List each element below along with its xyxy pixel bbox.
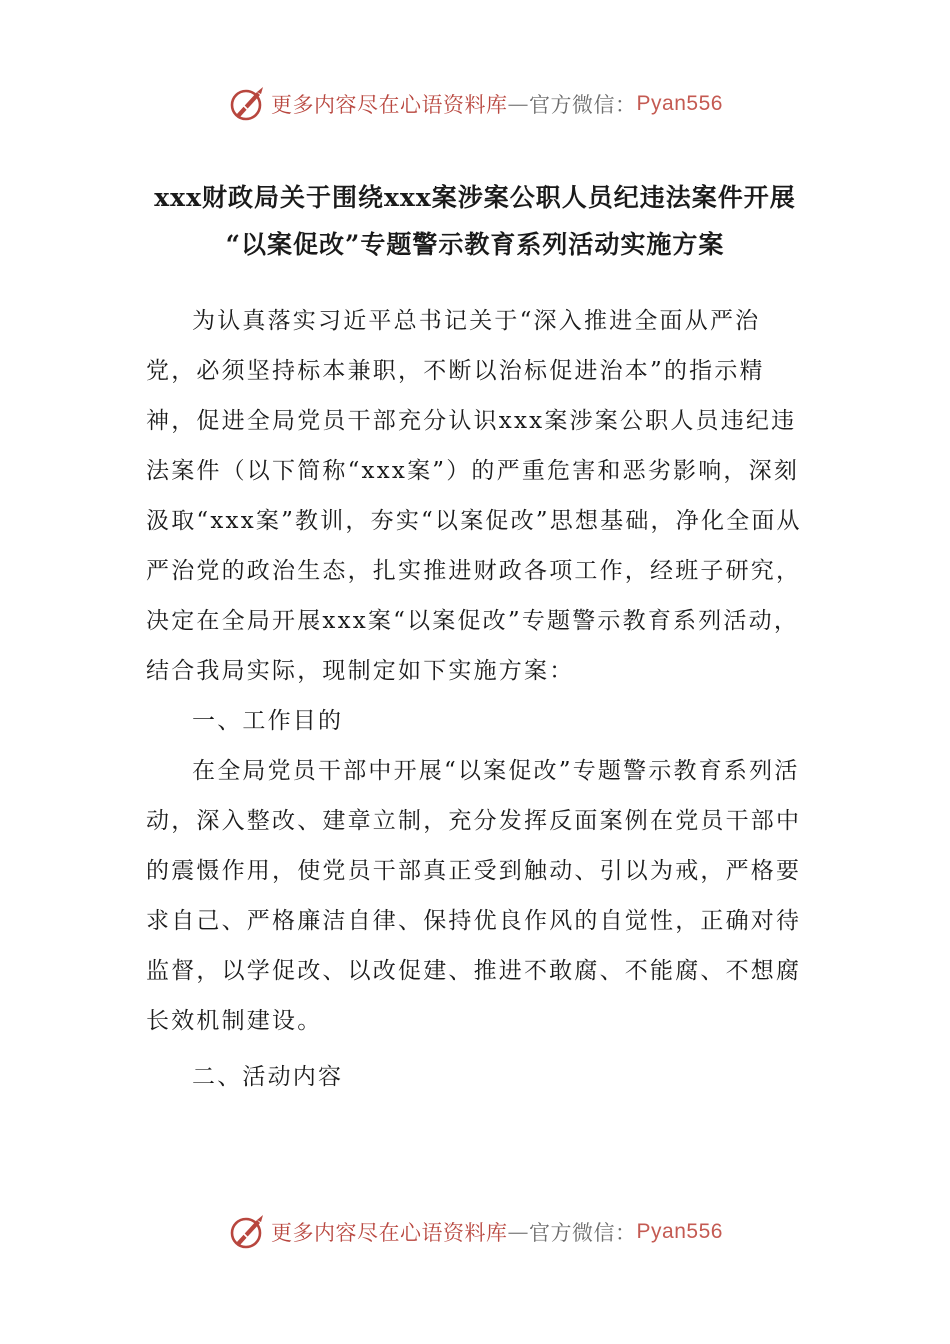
- section-heading-1: 一、工作目的: [192, 708, 344, 734]
- watermark-text: 更多内容尽在心语资料库: [271, 93, 508, 117]
- document-title: [60, 174, 890, 268]
- watermark-contact-id: Pyan556: [636, 1220, 723, 1243]
- title-line-1: xxx财政局关于围绕xxx案涉案公职人员纪违法案件开展: [154, 183, 796, 212]
- watermark-text: 更多内容尽在心语资料库: [271, 1221, 508, 1245]
- watermark-contact-label: 官方微信：: [529, 1221, 637, 1245]
- quill-pen-icon: [227, 84, 267, 124]
- section-heading-2: 二、活动内容: [192, 1064, 344, 1090]
- intro-paragraph: 为认真落实习近平总书记关于“深入推进全面从严治党，必须坚持标本兼职，不断以治标促进治本”的指示精神，促进全局党员干部充分认识xxx案涉案公职人员违纪违法案件（以下简称“xxx案”）的严重危害和恶劣影响，深刻汲取“xxx案”教训，夯实“以案促改”思想基础，净化全面从严治党的政治生态，扎实推进财政各项工作，经班子研究，决定在全局开展xxx案“以案促改”专题警示教育系列活动，结合我局实际，现制定如下实施方案：: [146, 308, 802, 684]
- watermark-contact-label: 官方微信：: [529, 93, 637, 117]
- quill-pen-icon: [227, 1212, 267, 1252]
- title-line-2: “以案促改”专题警示教育系列活动实施方案: [225, 230, 725, 259]
- header-watermark: [0, 82, 950, 126]
- watermark-separator: —: [507, 1220, 530, 1244]
- watermark-contact-id: Pyan556: [636, 92, 723, 115]
- watermark-separator: —: [507, 92, 530, 116]
- footer-watermark: [0, 1210, 950, 1254]
- section-1-paragraph: 在全局党员干部中开展“以案促改”专题警示教育系列活动，深入整改、建章立制，充分发挥反面案例在党员干部中的震慑作用，使党员干部真正受到触动、引以为戒，严格要求自己、严格廉洁自律、保持优良作风的自觉性，正确对待监督，以学促改、以改促建、推进不敢腐、不能腐、不想腐长效机制建设。: [146, 758, 802, 1034]
- document-body: [146, 296, 808, 1102]
